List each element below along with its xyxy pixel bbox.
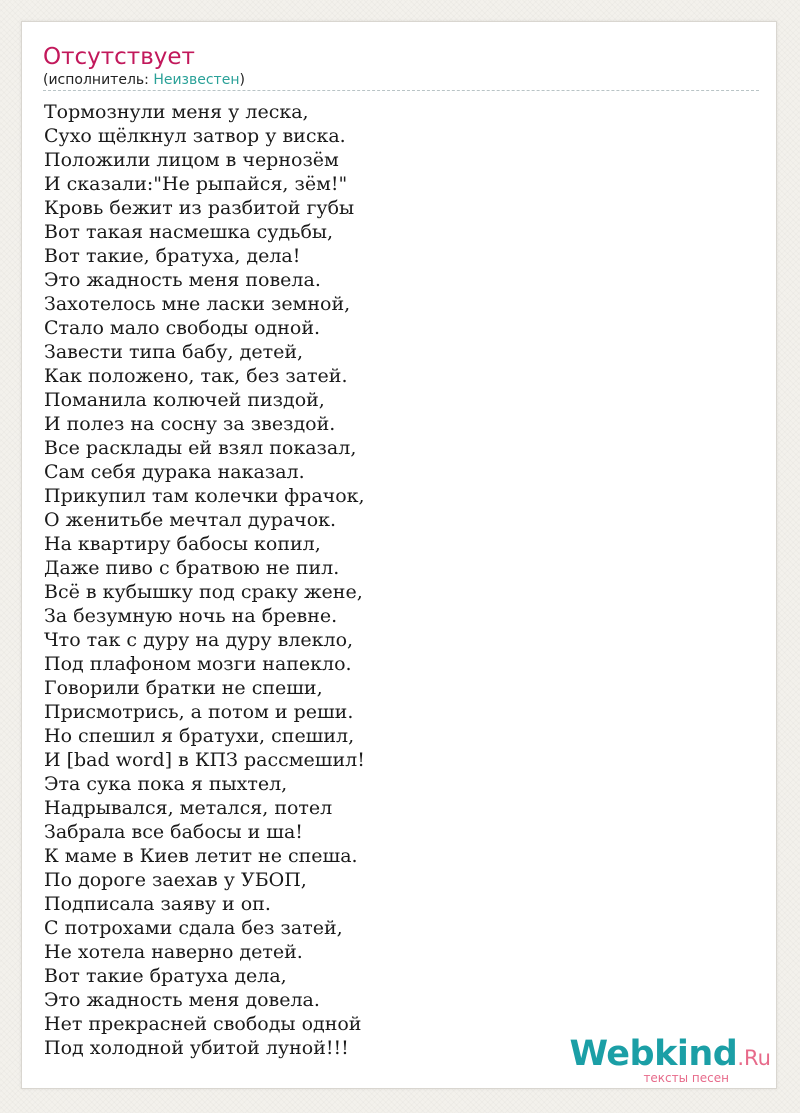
lyric-line: Вот такая насмешка судьбы, bbox=[44, 221, 334, 243]
lyric-line: Тормознули меня у леска, bbox=[44, 101, 309, 123]
lyrics-card bbox=[21, 21, 777, 1089]
lyric-line: С потрохами сдала без затей, bbox=[44, 917, 343, 939]
lyric-line: Кровь бежит из разбитой губы bbox=[44, 197, 355, 219]
lyric-line: Захотелось мне ласки земной, bbox=[44, 293, 351, 315]
lyric-line: Надрывался, метался, потел bbox=[44, 797, 333, 819]
lyric-line: Эта сука пока я пыхтел, bbox=[44, 773, 288, 795]
lyric-line: Сухо щёлкнул затвор у виска. bbox=[44, 125, 346, 147]
performer-line bbox=[43, 71, 245, 89]
lyrics-text bbox=[44, 100, 664, 1060]
lyric-line: По дороге заехав у УБОП, bbox=[44, 869, 307, 891]
lyric-line: За безумную ночь на бревне. bbox=[44, 605, 338, 627]
song-title: Отсутствует bbox=[43, 44, 195, 70]
lyric-line: Как положено, так, без затей. bbox=[44, 365, 348, 387]
performer-suffix: ) bbox=[239, 72, 245, 88]
webkind-logo[interactable] bbox=[569, 1036, 771, 1084]
lyric-line: Подписала заяву и оп. bbox=[44, 893, 271, 915]
lyric-line: Что так с дуру на дуру влекло, bbox=[44, 629, 354, 651]
lyric-line: Но спешил я братухи, спешил, bbox=[44, 725, 355, 747]
lyric-line: Под плафоном мозги напекло. bbox=[44, 653, 352, 675]
lyric-line: О женитьбе мечтал дурачок. bbox=[44, 509, 337, 531]
lyric-line: Под холодной убитой луной!!! bbox=[44, 1037, 349, 1059]
lyric-line: Поманила колючей пиздой, bbox=[44, 389, 325, 411]
dashed-divider bbox=[43, 90, 759, 91]
lyric-line: Вот такие братуха дела, bbox=[44, 965, 287, 987]
lyric-line: Все расклады ей взял показал, bbox=[44, 437, 357, 459]
lyric-line: И сказали:"Не рыпайся, зём!" bbox=[44, 173, 348, 195]
lyric-line: Не хотела наверно детей. bbox=[44, 941, 303, 963]
lyric-line: Нет прекрасней свободы одной bbox=[44, 1013, 362, 1035]
lyric-line: Это жадность меня довела. bbox=[44, 989, 320, 1011]
lyric-line: Вот такие, братуха, дела! bbox=[44, 245, 301, 267]
lyric-line: На квартиру бабосы копил, bbox=[44, 533, 321, 555]
lyric-line: Стало мало свободы одной. bbox=[44, 317, 321, 339]
logo-tagline: тексты песен bbox=[643, 1071, 729, 1085]
lyric-line: Прикупил там колечки фрачок, bbox=[44, 485, 365, 507]
lyric-line: Присмотрись, а потом и реши. bbox=[44, 701, 354, 723]
performer-link[interactable]: Неизвестен bbox=[153, 72, 240, 88]
logo-tld: .Ru bbox=[737, 1046, 771, 1070]
lyric-line: И [bad word] в КПЗ рассмешил! bbox=[44, 749, 365, 771]
lyric-line: Всё в кубышку под сраку жене, bbox=[44, 581, 363, 603]
lyric-line: Положили лицом в чернозём bbox=[44, 149, 339, 171]
lyric-line: Даже пиво с братвою не пил. bbox=[44, 557, 340, 579]
lyric-line: Это жадность меня повела. bbox=[44, 269, 321, 291]
lyric-line: Говорили братки не спеши, bbox=[44, 677, 323, 699]
lyric-line: Забрала все бабосы и ша! bbox=[44, 821, 303, 843]
lyric-line: К маме в Киев летит не спеша. bbox=[44, 845, 358, 867]
lyric-line: И полез на сосну за звездой. bbox=[44, 413, 336, 435]
performer-prefix: (исполнитель: bbox=[43, 72, 154, 88]
lyric-line: Сам себя дурака наказал. bbox=[44, 461, 305, 483]
lyric-line: Завести типа бабу, детей, bbox=[44, 341, 304, 363]
logo-name: Webkind bbox=[569, 1034, 738, 1074]
